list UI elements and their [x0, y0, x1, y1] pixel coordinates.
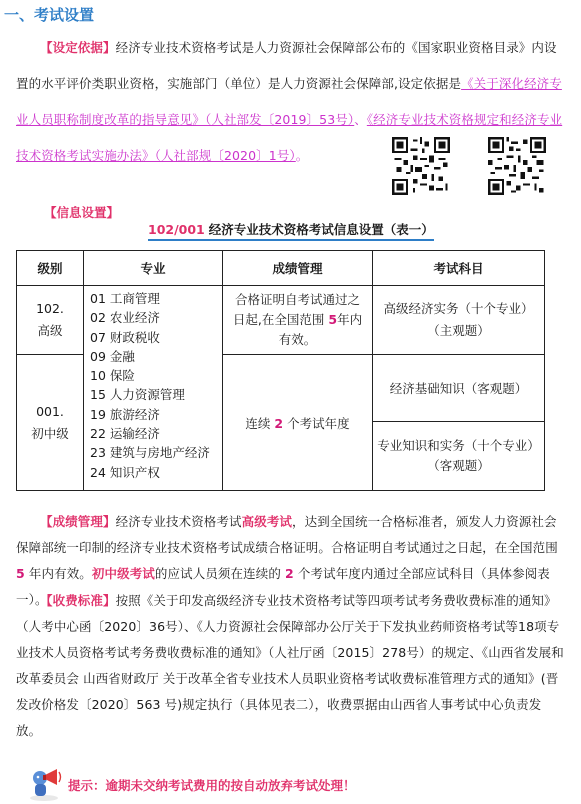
basis-separator: 、 — [354, 112, 367, 127]
basis-paragraph — [16, 30, 564, 174]
major-item: 01 工商管理 — [90, 291, 160, 306]
major-item: 07 财政税收 — [90, 329, 160, 345]
subject-prof-line2: （客观题） — [427, 458, 490, 473]
table-title-text: 经济专业技术资格考试信息设置（表一） — [208, 222, 434, 237]
subject-high — [373, 286, 545, 355]
basis-end: 。 — [295, 148, 309, 163]
level-high-code: 102. — [36, 301, 64, 316]
score-text-3: 年内有效。 — [28, 566, 92, 581]
score-high-exam: 高级考试 — [241, 514, 293, 529]
score-mid-exam: 初中级考试 — [91, 566, 155, 581]
score-text-2: ，达到全国统一合格标准者，颁发人力资源社会保障部统一印制的经济专业技术资格考试成绩合格证明。合格证明自考试通过之日起，在全国范围 — [16, 514, 558, 555]
subject-high-line2: （主观题） — [427, 323, 490, 338]
score-mid-num: 2 — [274, 415, 284, 431]
info-label: 【信息设置】 — [44, 205, 120, 220]
table-header-row — [17, 251, 545, 286]
tip-body: 逾期未交纳考试费用的按自动放弃考试处理！ — [105, 778, 356, 793]
basis-link-2[interactable]: 《经济专业技术资格规定和经济专业技术资格考试实施办法》（人社部规〔2020〕1号） — [16, 112, 563, 163]
score-label: 【成绩管理】 — [40, 514, 116, 529]
header-major: 专业 — [84, 251, 223, 286]
major-item: 02 农业经济 — [90, 310, 160, 326]
tip-text — [68, 776, 356, 794]
level-high-name: 高级 — [37, 323, 63, 338]
header-subject: 考试科目 — [373, 251, 545, 286]
level-mid-code: 001. — [36, 403, 64, 419]
level-mid — [17, 355, 84, 491]
subject-prof — [373, 422, 545, 491]
table-title — [148, 220, 434, 241]
major-item: 22 运输经济 — [90, 426, 160, 442]
score-mid-pre: 连续 — [245, 415, 271, 431]
basis-text: 经济专业技术资格考试是人力资源社会保障部公布的《国家职业资格目录》内设置的水平评价类职业资格，实施部门（单位）是人力资源社会保障部,设定依据是 — [16, 40, 557, 91]
subject-high-line1: 高级经济实务（十个专业） — [383, 301, 534, 316]
fee-paragraph — [16, 588, 564, 744]
major-item: 15 人力资源管理 — [90, 387, 185, 403]
majors-cell — [84, 286, 223, 491]
header-level: 级别 — [17, 251, 84, 286]
score-high — [223, 286, 373, 355]
major-item: 24 知识产权 — [90, 464, 160, 480]
score-high-post: 年内有效。 — [278, 312, 363, 347]
exam-info-table — [16, 250, 545, 491]
score-num-1: 5 — [16, 566, 25, 581]
score-mid — [223, 355, 373, 491]
qr-code-icon — [488, 137, 546, 195]
score-num-2: 2 — [285, 566, 294, 581]
header-score: 成绩管理 — [223, 251, 373, 286]
subject-basic: 经济基础知识（客观题） — [373, 355, 545, 422]
table-row — [17, 286, 545, 355]
tip-label: 提示： — [68, 778, 106, 793]
fee-text: 按照《关于印发高级经济专业技术资格考试等四项考试考务费收费标准的通知》（人考中心函〔2020〕36号）、《人力资源社会保障部办公厅关于下发执业药师资格考试等18项专业技术人员资格考试考务费收费标准的通知》（人社厅函〔2015〕278号）的规定、《山西省发展和改革委员会 山西省财政厅 关于改革全省专业技术人员职业资格考试收费标准管理方式的通知》(晋发改价格发〔2020〕563 号)规定执行（具体见表二），收费票据由山西省人事考试中心负责发放。 — [16, 593, 564, 738]
basis-link-1[interactable]: 《关于深化经济专业人员职称制度改革的指导意见》（人社部发〔2019〕53号） — [16, 76, 562, 127]
tip-banner — [24, 766, 564, 800]
score-text-1: 经济专业技术资格考试 — [115, 514, 242, 529]
subject-prof-line1: 专业知识和实务（十个专业） — [377, 438, 540, 453]
score-high-num: 5 — [328, 312, 338, 327]
major-item: 19 旅游经济 — [90, 406, 160, 422]
qr-code-icon — [392, 137, 450, 195]
level-high — [17, 286, 84, 355]
score-text-5: 个考试年度内通过全部应试科目（具体参阅表一）。 — [16, 566, 550, 607]
section-title: 一、考试设置 — [4, 6, 95, 24]
major-item: 09 金融 — [90, 348, 135, 364]
basis-label: 【设定依据】 — [40, 40, 116, 55]
major-item: 23 建筑与房地产经济 — [90, 445, 210, 461]
level-mid-name: 初中级 — [31, 425, 69, 441]
loudspeaker-mascot-icon — [24, 766, 64, 802]
score-high-pre: 合格证明自考试通过之日起,在全国范围 — [232, 292, 360, 327]
table-code: 102/001 — [148, 222, 205, 237]
score-text-4: 的应试人员须在连续的 — [154, 566, 281, 581]
fee-label: 【收费标准】 — [40, 593, 116, 608]
major-item: 10 保险 — [90, 368, 135, 384]
score-mid-post: 个考试年度 — [287, 415, 350, 431]
